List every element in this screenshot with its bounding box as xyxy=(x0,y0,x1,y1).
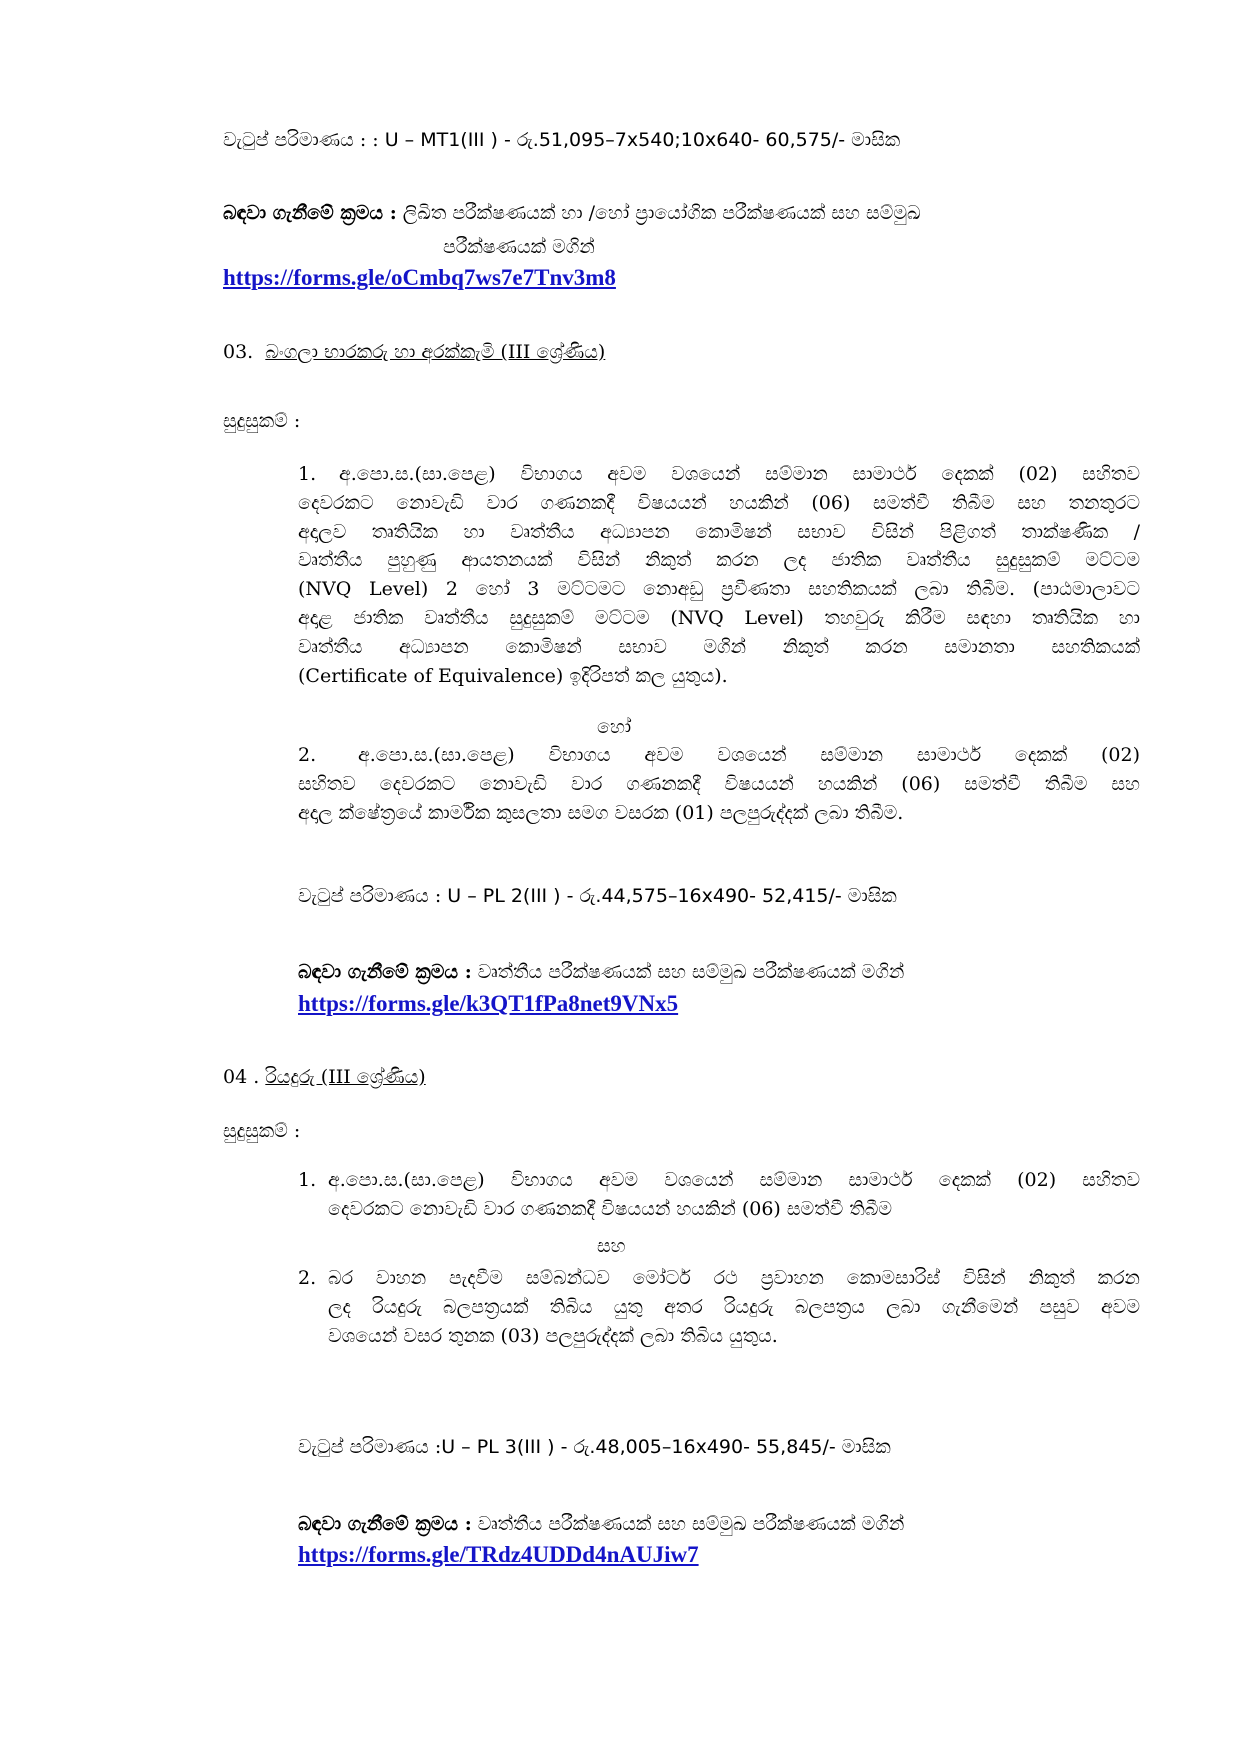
paragraph-line: දෙවරකට නොවැඩි වාර ගණනකදී විෂයයන් හයකින් (06) සමත්වී තිබීම xyxy=(328,1197,893,1220)
recruitment-method-text: වෘත්තීය පරීක්ෂණයක් සහ සම්මුඛ පරීක්ෂණයක් මගින් xyxy=(477,961,905,983)
list-item-number: 2. xyxy=(298,744,317,766)
paragraph-line: අදාළ ජාතික වෘත්තීය සුදුසුකම් මට්ටම (NVQ Level) තහවුරු කිරීම සඳහා තෘතියික හා xyxy=(298,606,1140,629)
recruitment-method-line xyxy=(298,958,904,986)
recruitment-method-label: බඳවා ගැනීමේ ක්‍රමය : xyxy=(298,1513,472,1535)
salary-scale-label: වැටුප් පරිමාණය : xyxy=(298,1436,442,1458)
paragraph-line: අ.පො.ස.(සා.පෙළ) විභාගය අවම වශයෙන් සම්මාන සාමාර්ථ දෙකක් (02) සහිතව xyxy=(328,1169,1140,1191)
paragraph-line: වෘත්තීය අධ්‍යාපන කොමිෂන් සභාව මගින් නිකුත් කරන සමානතා සහතිකයක් xyxy=(298,635,1140,658)
qualifications-label: සුදුසුකම් : xyxy=(223,1120,301,1142)
list-item-number: 1. xyxy=(298,463,317,485)
qualification-item-2 xyxy=(298,741,1140,827)
recruitment-method-text: ලිඛිත පරීක්ෂණයක් හා /හෝ ප්‍රායෝගික පරීක්ෂණයක් සහ සම්මුඛ xyxy=(402,202,921,224)
or-separator: හෝ xyxy=(597,716,632,738)
salary-scale-value: U – PL 3(III ) - රු.48,005–16x490- 55,845/- මාසික xyxy=(441,1436,891,1458)
paragraph-line: වෘත්තීය පුහුණු ආයතනයක් විසින් නිකුත් කරන ලද ජාතික වෘත්තීය සුදුසුකම් මට්ටම xyxy=(298,549,1140,572)
salary-scale-value: U – MT1(III ) - රු.51,095–7x540;10x640- 60,575/- මාසික xyxy=(384,129,901,151)
paragraph-line: (Certificate of Equivalence) ඉදිරිපත් කල යුතුය). xyxy=(298,664,728,687)
paragraph-line: බර වාහන පැදවීම සම්බන්ධව මෝටර් රථ ප්‍රවාහන කොමසාරිස් විසින් නිකුත් කරන xyxy=(328,1267,1140,1289)
salary-scale-line xyxy=(298,882,897,910)
application-form-link[interactable]: https://forms.gle/k3QT1fPa8net9VNx5 xyxy=(298,991,679,1016)
recruitment-method-line xyxy=(223,199,921,227)
section-heading xyxy=(223,338,605,366)
salary-scale-line xyxy=(223,126,900,154)
recruitment-method-continuation: පරීක්ෂණයක් මගින් xyxy=(443,236,595,258)
section-title: රියදුරු (III ශ්‍රේණිය) xyxy=(265,1066,426,1088)
application-form-link[interactable]: https://forms.gle/oCmbq7ws7e7Tnv3m8 xyxy=(223,265,616,290)
salary-scale-label: වැටුප් පරිමාණය : : xyxy=(223,129,379,151)
recruitment-method-label: බඳවා ගැනීමේ ක්‍රමය : xyxy=(223,202,397,224)
qualification-item-2 xyxy=(328,1264,1140,1350)
and-separator: සහ xyxy=(597,1235,626,1257)
recruitment-method-text: වෘත්තීය පරීක්ෂණයක් සහ සම්මුඛ පරීක්ෂණයක් මගින් xyxy=(477,1513,905,1535)
paragraph-line: (NVQ Level) 2 හෝ 3 මට්ටමට නොඅඩු ප්‍රවීණතා සහතිකයක් ලබා තිබීම. (පාඨමාලාවට xyxy=(298,578,1140,601)
list-item-number: 2. xyxy=(298,1267,317,1289)
section-heading xyxy=(223,1063,426,1091)
paragraph-line: අදාලව තෘතියික හා වෘත්තීය අධ්‍යාපන කොමිෂන් සභාව විසින් පිළිගත් තාක්ෂණික / xyxy=(298,520,1140,543)
application-form-link[interactable]: https://forms.gle/TRdz4UDDd4nAUJiw7 xyxy=(298,1542,699,1567)
qualification-item-1 xyxy=(298,460,1140,690)
paragraph-line: අ.පො.ස.(සා.පෙළ) විභාගය අවම වශයෙන් සම්මාන සාමාර්ථ දෙකක් (02) xyxy=(358,744,1140,766)
recruitment-method-label: බඳවා ගැනීමේ ක්‍රමය : xyxy=(298,961,472,983)
list-item-number: 1. xyxy=(298,1169,317,1191)
paragraph-line: දෙවරකට නොවැඩි වාර ගණනකදී විෂයයන් හයකින් (06) සමත්වී තිබීම සහ තනතුරට xyxy=(298,491,1140,514)
section-number: 04 . xyxy=(223,1066,260,1088)
paragraph-line: අදාල ක්ෂේත්‍රයේ කාර්මික කුසලතා සමග වසරක (01) පලපුරුද්දක් ලබා තිබීම. xyxy=(298,801,904,824)
paragraph-line: ලද රියදුරු බලපත්‍රයක් තිබිය යුතු අතර රියදුරු බලපත්‍රය ලබා ගැනීමෙන් පසුව අවම xyxy=(328,1295,1140,1318)
paragraph-line: සහිතව දෙවරකට නොවැඩි වාර ගණනකදී විෂයයන් හයකින් (06) සමත්වී තිබීම සහ xyxy=(298,772,1140,795)
paragraph-line: අ.පො.ස.(සා.පෙළ) විභාගය අවම වශයෙන් සම්මාන සාමාර්ථ දෙකක් (02) සහිතව xyxy=(339,463,1140,485)
section-title: බංගලා භාරකරු හා අරක්කැමි (III ශ්‍රේණිය) xyxy=(265,341,606,363)
salary-scale-value: U – PL 2(III ) - රු.44,575–16x490- 52,415/- මාසික xyxy=(447,885,897,907)
section-number: 03. xyxy=(223,341,254,363)
paragraph-line: වශයෙන් වසර තුනක (03) පලපුරුද්දක් ලබා තිබිය යුතුය. xyxy=(328,1324,778,1347)
recruitment-method-line xyxy=(298,1510,904,1538)
salary-scale-label: වැටුප් පරිමාණය : xyxy=(298,885,442,907)
salary-scale-line xyxy=(298,1433,891,1461)
qualifications-label: සුදුසුකම් : xyxy=(223,410,301,432)
qualification-item-1 xyxy=(328,1166,1140,1224)
